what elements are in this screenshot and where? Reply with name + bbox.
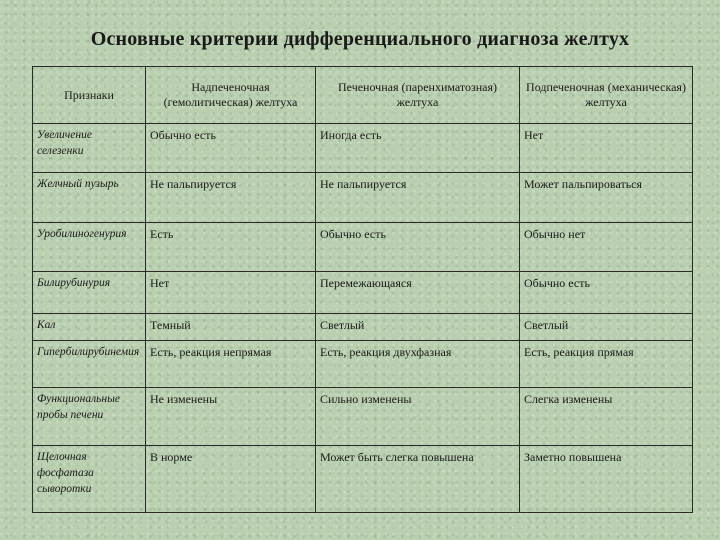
- cell-posthepatic: Обычно есть: [520, 272, 693, 314]
- header-features: Признаки: [33, 67, 146, 124]
- table-row: [33, 388, 693, 446]
- cell-prehepatic: В норме: [146, 446, 316, 513]
- table-header-row: [33, 67, 693, 124]
- row-feature: Гипербилирубинемия: [33, 341, 146, 388]
- header-hepatic: Печеночная (паренхиматозная) желтуха: [316, 67, 520, 124]
- cell-posthepatic: Светлый: [520, 314, 693, 341]
- row-feature: Щелочная фосфатаза сыворотки: [33, 446, 146, 513]
- cell-posthepatic: Обычно нет: [520, 223, 693, 272]
- cell-prehepatic: Не пальпируется: [146, 173, 316, 223]
- table-row: [33, 341, 693, 388]
- table-row: [33, 124, 693, 173]
- cell-prehepatic: Темный: [146, 314, 316, 341]
- table-row: [33, 272, 693, 314]
- cell-posthepatic: Нет: [520, 124, 693, 173]
- header-prehepatic: Надпеченочная (гемолитическая) желтуха: [146, 67, 316, 124]
- row-feature: Функциональные пробы печени: [33, 388, 146, 446]
- table-row: [33, 223, 693, 272]
- row-feature: Кал: [33, 314, 146, 341]
- table-row: [33, 314, 693, 341]
- row-feature: Билирубинурия: [33, 272, 146, 314]
- cell-posthepatic: Слегка изменены: [520, 388, 693, 446]
- header-posthepatic: Подпеченочная (механическая) желтуха: [520, 67, 693, 124]
- table-row: [33, 446, 693, 513]
- cell-prehepatic: Нет: [146, 272, 316, 314]
- page-title: Основные критерии дифференциального диагноза желтух: [90, 28, 630, 50]
- cell-hepatic: Может быть слегка повышена: [316, 446, 520, 513]
- cell-hepatic: Светлый: [316, 314, 520, 341]
- row-feature: Желчный пузырь: [33, 173, 146, 223]
- criteria-table: [32, 66, 693, 513]
- row-feature: Уробилиногенурия: [33, 223, 146, 272]
- cell-hepatic: Иногда есть: [316, 124, 520, 173]
- cell-hepatic: Сильно изменены: [316, 388, 520, 446]
- cell-prehepatic: Есть: [146, 223, 316, 272]
- cell-posthepatic: Может пальпироваться: [520, 173, 693, 223]
- cell-prehepatic: Не изменены: [146, 388, 316, 446]
- cell-prehepatic: Есть, реакция непрямая: [146, 341, 316, 388]
- cell-prehepatic: Обычно есть: [146, 124, 316, 173]
- table-row: [33, 173, 693, 223]
- cell-posthepatic: Есть, реакция прямая: [520, 341, 693, 388]
- cell-hepatic: Обычно есть: [316, 223, 520, 272]
- cell-hepatic: Есть, реакция двухфазная: [316, 341, 520, 388]
- cell-hepatic: Не пальпируется: [316, 173, 520, 223]
- cell-hepatic: Перемежающаяся: [316, 272, 520, 314]
- cell-posthepatic: Заметно повышена: [520, 446, 693, 513]
- row-feature: Увеличение селезенки: [33, 124, 146, 173]
